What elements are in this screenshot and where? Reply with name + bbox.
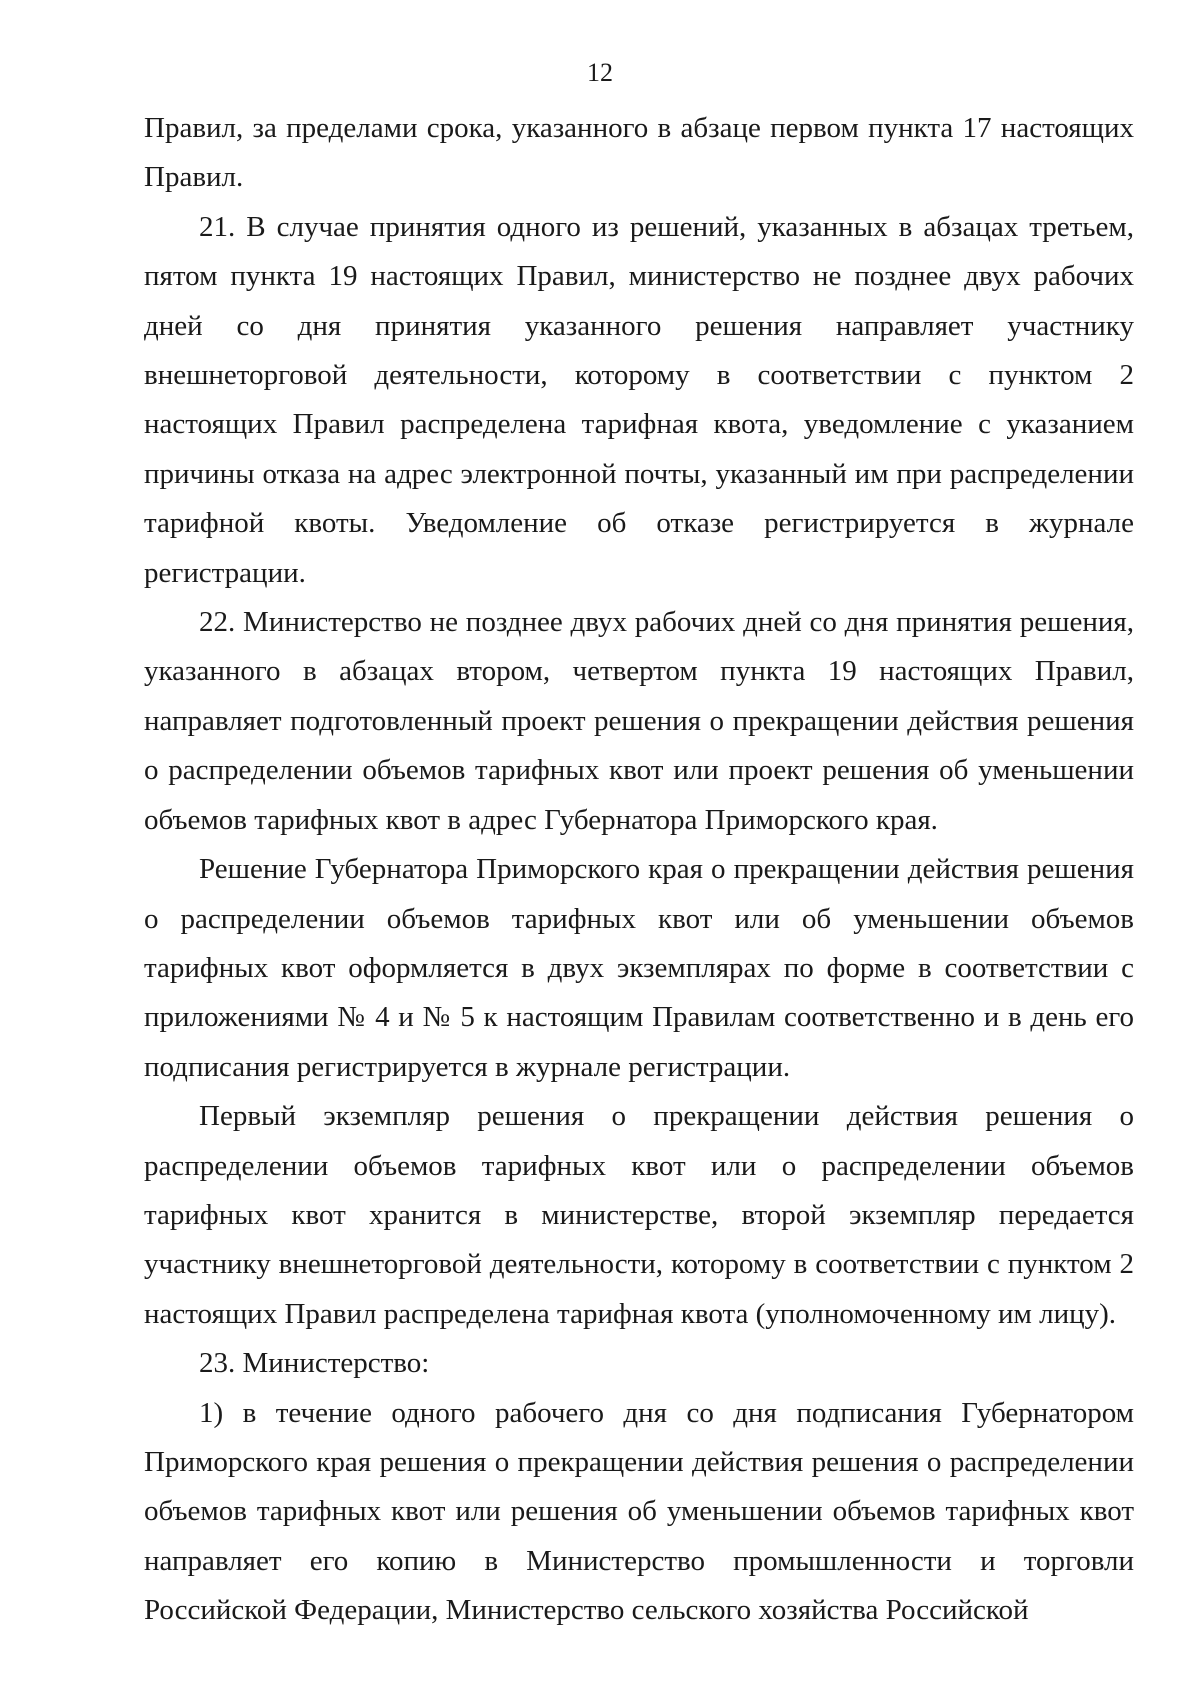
document-body xyxy=(144,104,1134,1636)
page-number: 12 xyxy=(587,58,613,87)
paragraph-continuation: Правил, за пределами срока, указанного в абзаце первом пункта 17 настоящих Правил. xyxy=(144,112,1134,194)
paragraph-23-item-1: 1) в течение одного рабочего дня со дня подписания Губернатором Приморского края решения о прекращении действия решения о распределении объемов тарифных квот или решения об уменьшении объемов тарифных квот направляет его копию в Министерство промышленности и торговли Российской Федерации, Министерство сельского хозяйства Российской xyxy=(144,1396,1134,1627)
paragraph-22: 22. Министерство не позднее двух рабочих дней со дня принятия решения, указанного в абзацах втором, четвертом пункта 19 настоящих Правил, направляет подготовленный проект решения о прекращении действия решения о распределении объемов тарифных квот или проект решения об уменьшении объемов тарифных квот в адрес Губернатора Приморского края. xyxy=(144,606,1134,836)
paragraph-21: 21. В случае принятия одного из решений, указанных в абзацах третьем, пятом пункта 19 настоящих Правил, министерство не позднее двух рабочих дней со дня принятия указанного решения направляет участнику внешнеторговой деятельности, которому в соответствии с пунктом 2 настоящих Правил распределена тарифная квота, уведомление с указанием причины отказа на адрес электронной почты, указанный им при распределении тарифной квоты. Уведомление об отказе регистрируется в журнале регистрации. xyxy=(144,210,1134,589)
paragraph-23-heading: 23. Министерство: xyxy=(199,1347,430,1380)
paragraph-first-copy: Первый экземпляр решения о прекращении действия решения о распределении объемов тарифных квот или о распределении объемов тарифных квот хранится в министерстве, второй экземпляр передается участнику внешнеторговой деятельности, которому в соответствии с пунктом 2 настоящих Правил распределена тарифная квота (уполномоченному им лицу). xyxy=(144,1100,1134,1330)
paragraph-governor-decision: Решение Губернатора Приморского края о прекращении действия решения о распределении объемов тарифных квот или об уменьшении объемов тарифных квот оформляется в двух экземплярах по форме в соответствии с приложениями № 4 и № 5 к настоящим Правилам соответственно и в день его подписания регистрируется в журнале регистрации. xyxy=(144,853,1134,1083)
